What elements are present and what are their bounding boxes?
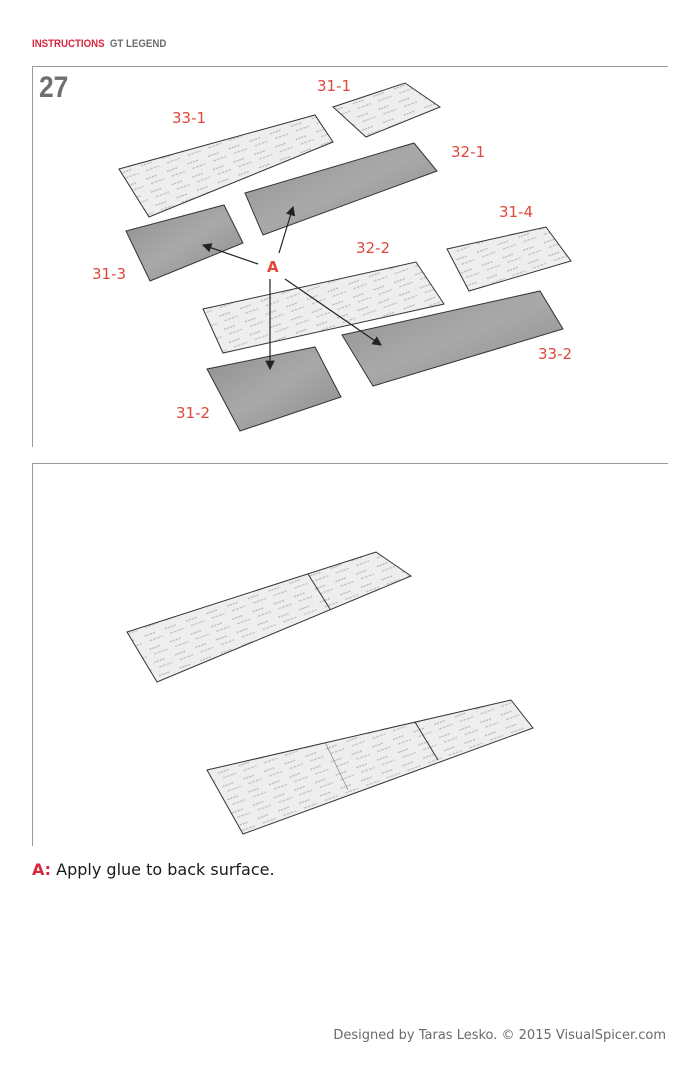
header-section: INSTRUCTIONS [32,38,105,50]
note-text: Apply glue to back surface. [51,860,275,879]
step-panel-top [32,66,668,447]
label-32-2: 32-2 [356,239,391,257]
label-31-3: 31-3 [92,265,127,283]
part-31-4-sheet [447,227,571,291]
footer-credit: Designed by Taras Lesko. © 2015 VisualSpicer.com [333,1028,666,1043]
marker-a: A [267,258,279,276]
assembly-upper [127,552,411,682]
parts-assembled-diagram [33,464,668,846]
step-panel-bottom [32,463,668,846]
instruction-note [32,860,275,879]
label-32-1: 32-1 [451,143,486,161]
part-31-3-sheet [126,205,243,281]
label-33-2: 33-2 [538,345,573,363]
header-title: GT LEGEND [109,38,167,50]
note-key: A: [32,860,52,879]
label-31-2: 31-2 [176,404,211,422]
step-number: 27 [39,71,69,104]
label-31-4: 31-4 [499,203,534,221]
label-33-1: 33-1 [172,109,207,127]
label-31-1: 31-1 [317,77,352,95]
parts-exploded-diagram [33,67,668,447]
assembly-lower [207,700,533,834]
page-header [32,38,166,50]
part-31-2-sheet [207,347,341,431]
